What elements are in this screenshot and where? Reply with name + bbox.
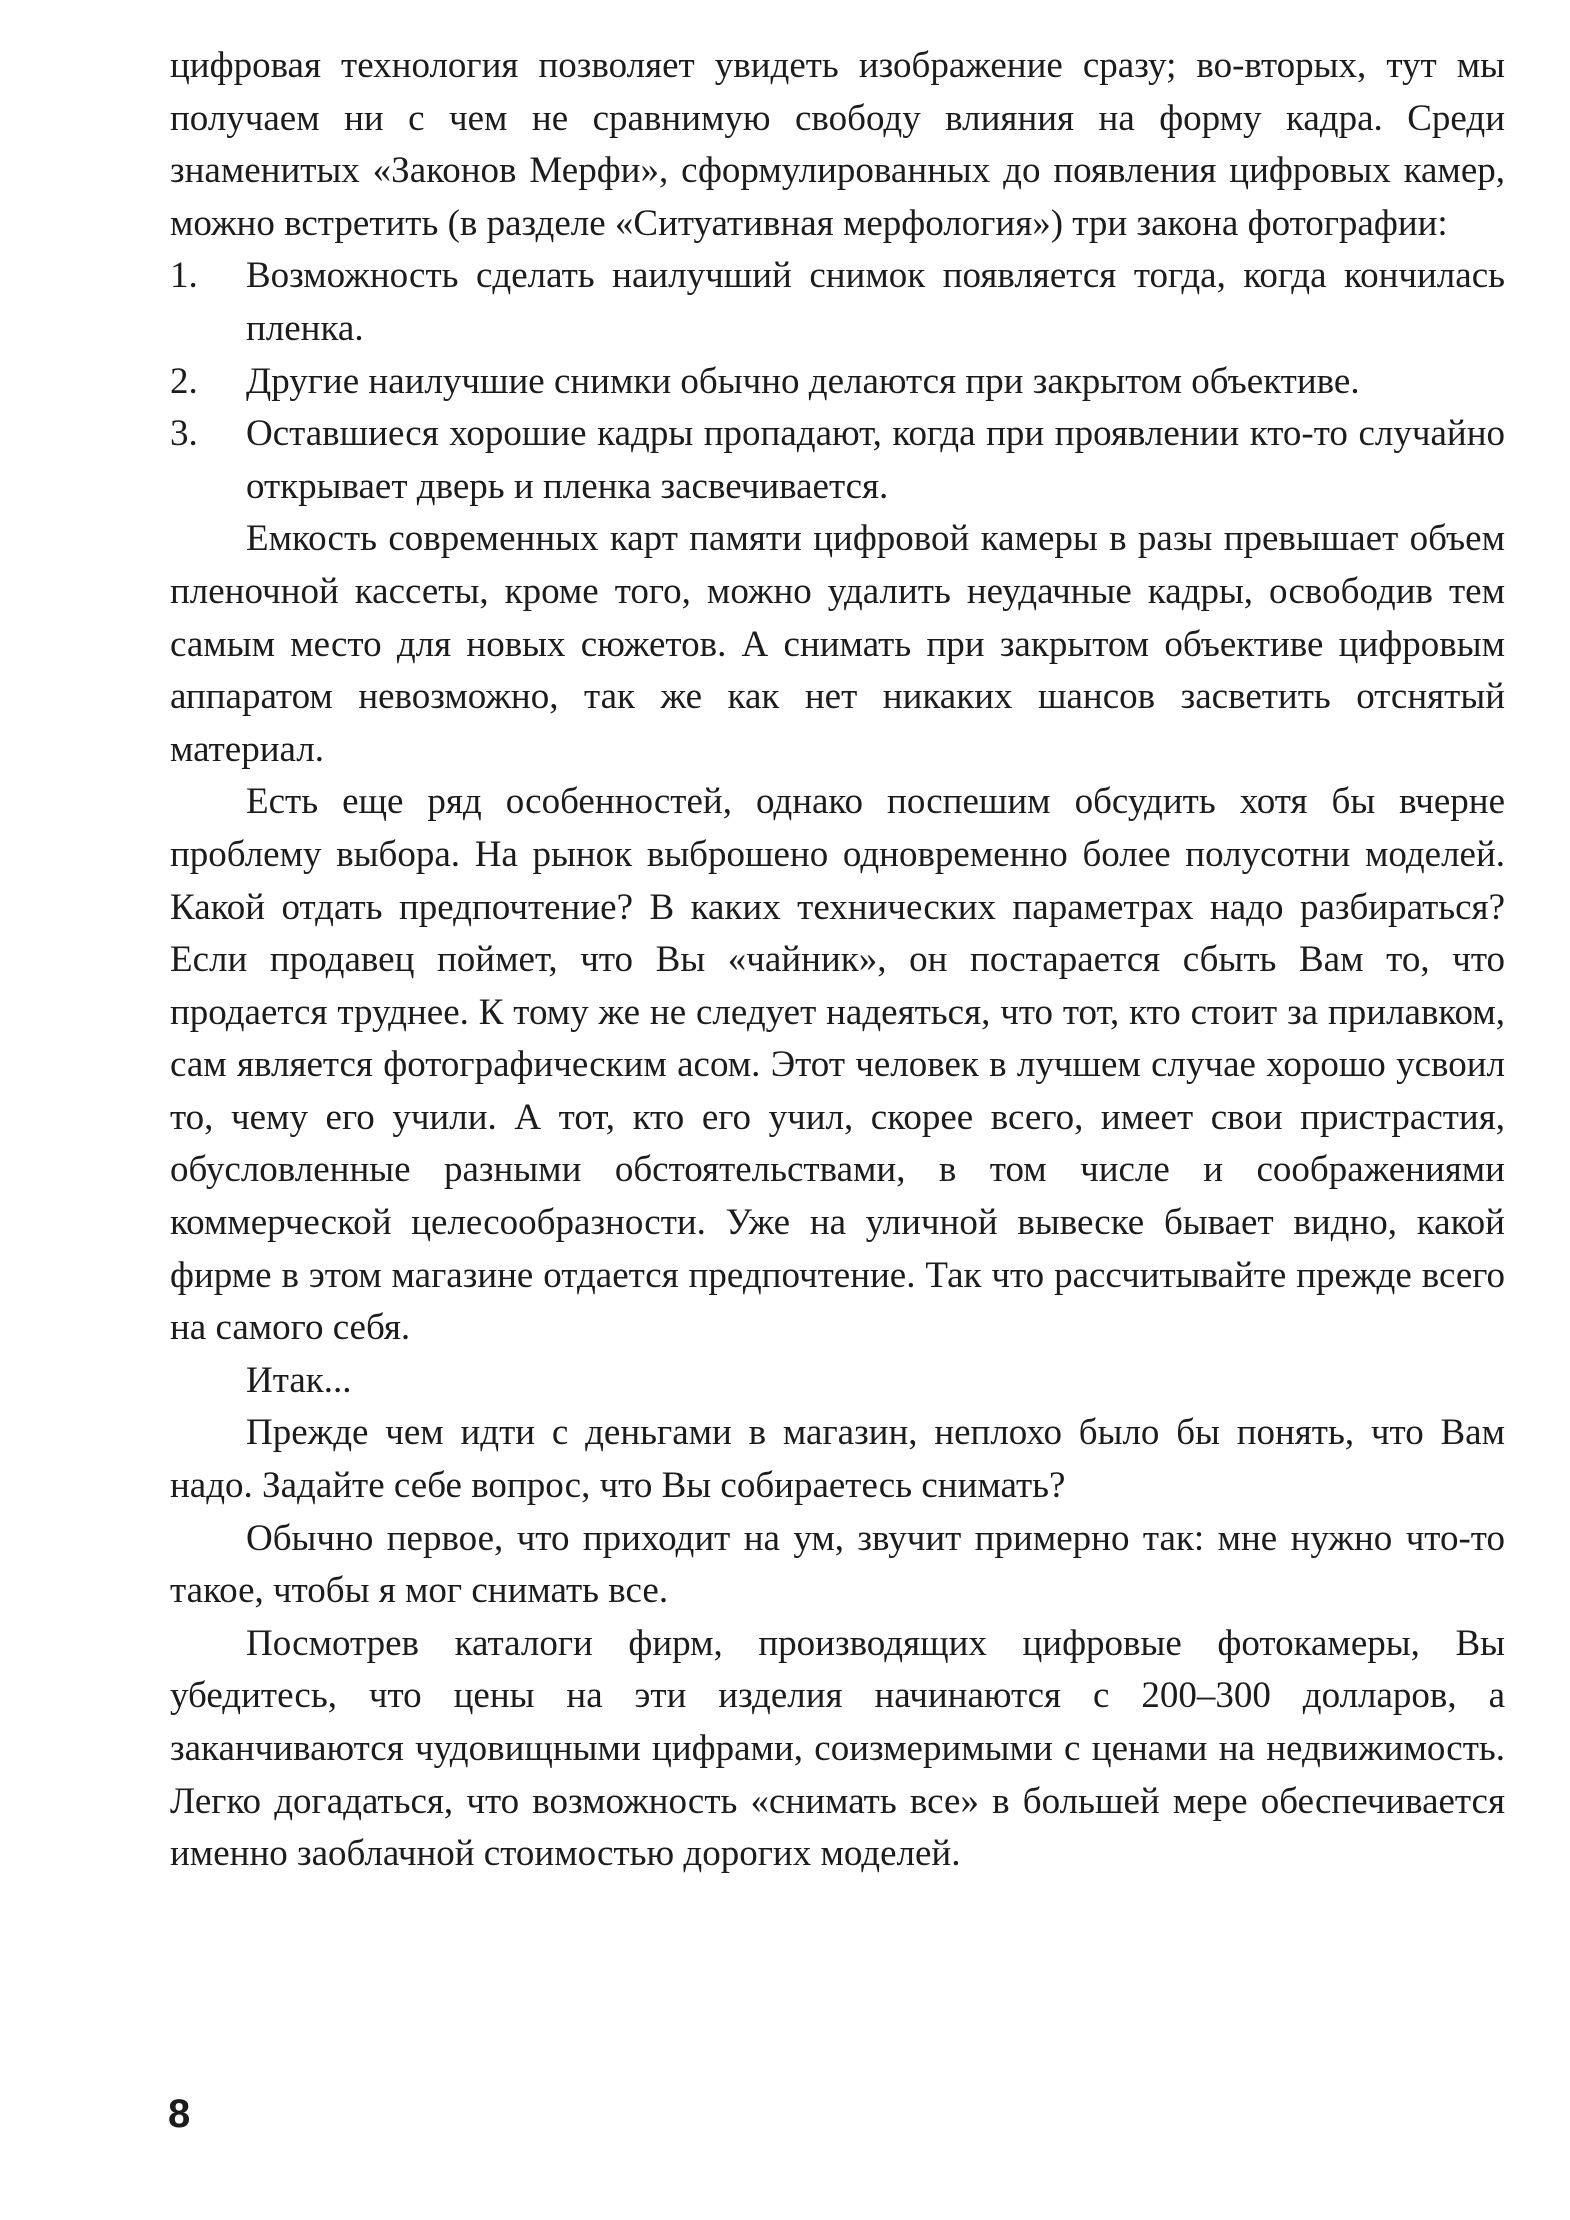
law-text: Возможность сделать наилучший снимок появляется тогда, когда кончилась пленка. <box>246 255 1505 349</box>
law-text: Другие наилучшие снимки обычно делаются при закрытом объективе. <box>246 360 1360 402</box>
law-text: Оставшиеся хорошие кадры пропадают, когда при проявлении кто-то случайно открывает дверь и пленка засвечивается. <box>246 413 1505 507</box>
intro-paragraph: цифровая технология позволяет увидеть изображение сразу; во-вторых, тут мы получаем ни с чем не сравнимую свободу влияния на форму кадра. Среди знаменитых «Законов Мерфи», сформулированных до появления цифровых камер, можно встретить (в разделе «Ситуативная мерфология») три закона фотографии: <box>170 45 1505 244</box>
law-number: 1. <box>170 255 198 297</box>
page-body <box>170 40 1505 1881</box>
photography-laws-list <box>170 250 1505 513</box>
paragraph-itak: Итак... <box>246 1359 352 1401</box>
law-item-2 <box>170 356 1505 409</box>
law-number: 2. <box>170 360 198 402</box>
paragraph-choice-problem: Есть еще ряд особенностей, однако поспешим обсудить хотя бы вчерне проблему выбора. На рынок выброшено одновременно более полусотни моделей. Какой отдать предпочтение? В каких технических параметрах надо разбираться? Если продавец поймет, что Вы «чайник», он постарается сбыть Вам то, что продается труднее. К тому же не следует надеяться, что тот, кто стоит за прилавком, сам является фотографическим асом. Этот человек в лучшем случае хорошо усвоил то, чему его учили. А тот, кто его учил, скорее всего, имеет свои пристрастия, обусловленные разными обстоятельствами, в том числе и соображениями коммерческой целесообразности. Уже на уличной вывеске бывает видно, какой фирме в этом магазине отдается предпочтение. Так что рассчитывайте прежде всего на самого себя. <box>170 781 1505 1349</box>
paragraph-memory-capacity: Емкость современных карт памяти цифровой камеры в разы превышает объем пленочной кассеты, кроме того, можно удалить неудачные кадры, освободив тем самым место для новых сюжетов. А снимать при закрытом объективе цифровым аппаратом невозможно, так же как нет никаких шансов засветить отснятый материал. <box>170 518 1505 770</box>
law-item-1 <box>170 250 1505 355</box>
paragraph-before-shop: Прежде чем идти с деньгами в магазин, неплохо было бы понять, что Вам надо. Задайте себе вопрос, что Вы собираетесь снимать? <box>170 1412 1505 1507</box>
law-item-3 <box>170 408 1505 513</box>
page-number: 8 <box>168 2092 191 2136</box>
paragraph-catalog-prices: Посмотрев каталоги фирм, производящих цифровые фотокамеры, Вы убедитесь, что цены на эти изделия начинаются с 200–300 долларов, а заканчиваются чудовищными цифрами, соизмеримыми с ценами на недвижимость. Легко догадаться, что возможность «снимать все» в большей мере обеспечивается именно заоблачной стоимостью дорогих моделей. <box>170 1622 1505 1875</box>
law-number: 3. <box>170 413 198 455</box>
paragraph-first-thought: Обычно первое, что приходит на ум, звучит примерно так: мне нужно что-то такое, чтобы я мог снимать все. <box>170 1517 1505 1612</box>
